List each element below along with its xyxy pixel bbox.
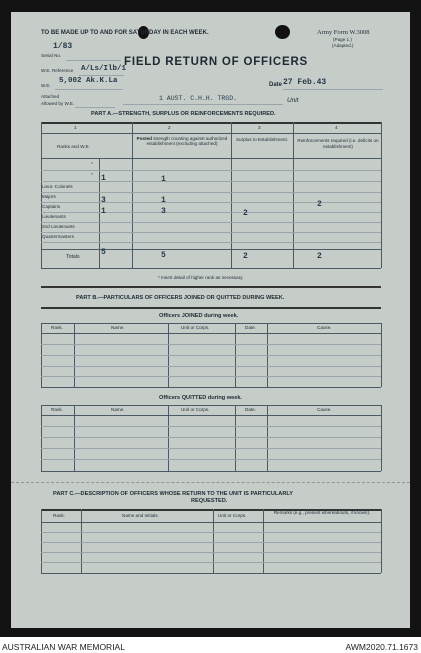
rank-captains: Captains [42, 204, 61, 209]
col-number-3: 3 [258, 125, 261, 130]
unit-label: Unit [287, 97, 299, 104]
part-c-title-line2: REQUESTED. [191, 498, 228, 504]
army-form-number: Army Form W.3008 [317, 29, 370, 36]
posted-captains: 3 [161, 207, 166, 216]
footer-accession-number: AWM2020.71.1673 [345, 642, 418, 652]
joined-col-cause: Cause. [317, 325, 332, 330]
part-a-footnote: * Insert detail of higher rank as necessary. [158, 275, 244, 280]
rank-row-1: * [91, 161, 93, 166]
serial-value: 1/83 [53, 42, 73, 51]
we-reference-value: A/Ls/Ilb/1 [81, 65, 127, 73]
col-number-1: 1 [74, 125, 77, 130]
we-captains: 1 [101, 207, 106, 216]
rank-2nd-lieutenants: 2nd Lieutenants [42, 224, 75, 229]
unit-value: 1 AUST. C.H.H. TRGD. [159, 95, 238, 102]
part-b-title: PART B.—PARTICULARS OF OFFICERS JOINED OR QUITTED DURING WEEK. [76, 295, 285, 301]
we-reference-label: W.E. Reference [41, 68, 74, 73]
part-c-title-line1: PART C.—DESCRIPTION OF OFFICERS WHOSE RETURN TO THE UNIT IS PARTICULARLY [53, 491, 294, 497]
joined-col-name: Name. [111, 325, 125, 330]
col-number-4: 4 [335, 125, 338, 130]
c-col-rank: Rank. [53, 513, 66, 518]
col-number-2: 2 [168, 125, 171, 130]
we-label: W.E. [41, 83, 51, 88]
we-majors: 3 [101, 196, 106, 205]
fold-line [11, 482, 410, 483]
totals-label: Totals [66, 254, 80, 260]
archive-footer [0, 637, 421, 653]
reinforcements-majors: 2 [317, 200, 322, 209]
page-title: FIELD RETURN OF OFFICERS [124, 56, 309, 68]
joined-col-date: Date. [245, 325, 256, 330]
part-a-title: PART A.—STRENGTH, SURPLUS OR REINFORCEMENTS REQUIRED. [91, 111, 276, 117]
joined-title: Officers JOINED during week. [159, 313, 239, 319]
col-header-reinforcements: Reinforcements required (i.e. deficits on establishment) [297, 138, 379, 149]
posted-majors: 1 [161, 196, 166, 205]
c-col-unit: Unit or Corps. [218, 513, 247, 518]
col-header-surplus: Surplus to Establishment. [235, 137, 289, 142]
joined-col-rank: Rank. [51, 325, 64, 330]
rank-lieut-colonels: Lieut.-Colonels [42, 184, 73, 189]
quitted-title: Officers QUITTED during week. [159, 395, 242, 401]
quitted-col-unit: Unit or Corps. [181, 407, 210, 412]
col-header-ranks: Ranks and W.E. [57, 144, 90, 149]
serial-label: Serial No. [41, 53, 62, 58]
quitted-col-cause: Cause. [317, 407, 332, 412]
posted-lieut-colonels: 1 [161, 175, 166, 184]
rank-lieutenants: Lieutenants [42, 214, 66, 219]
c-col-remarks: Remarks (e.g., present whereabouts, if known). [273, 510, 371, 515]
we-lieut-colonels: 1 [101, 174, 106, 183]
quitted-col-rank: Rank. [51, 407, 64, 412]
attached-label: Attached [41, 94, 60, 99]
form-paper [11, 12, 410, 628]
rank-quartermasters: Quartermasters [42, 234, 74, 239]
total-reinforcements: 2 [317, 252, 322, 261]
date-label: Date [269, 82, 283, 88]
allowed-label: Allowed by W.E. [41, 101, 75, 106]
quitted-col-name: Name. [111, 407, 125, 412]
rank-row-2: * [91, 172, 93, 177]
surplus-captains: 2 [243, 209, 248, 218]
total-posted: 5 [161, 251, 166, 260]
total-surplus: 2 [243, 252, 248, 261]
joined-col-unit: Unit or Corps. [181, 325, 210, 330]
date-value: 27 Feb.43 [283, 78, 327, 87]
punch-hole-right [275, 25, 290, 39]
we-value: 5,002 Ak.K.La [59, 77, 118, 85]
rank-majors: Majors [42, 194, 56, 199]
form-instruction: TO BE MADE UP TO AND FOR SATURDAY IN EACH WEEK. [41, 30, 209, 36]
c-col-name: Name and Initials. [122, 513, 159, 518]
adapted-note: (Adapted.) [332, 43, 354, 48]
col-header-posted: Posted strength counting against authorized establishment (excluding attached) [136, 136, 228, 147]
page-note: (Page 1.) [333, 37, 352, 42]
total-we: 5 [101, 248, 106, 257]
footer-institution: AUSTRALIAN WAR MEMORIAL [2, 642, 125, 652]
quitted-col-date: Date. [245, 407, 256, 412]
